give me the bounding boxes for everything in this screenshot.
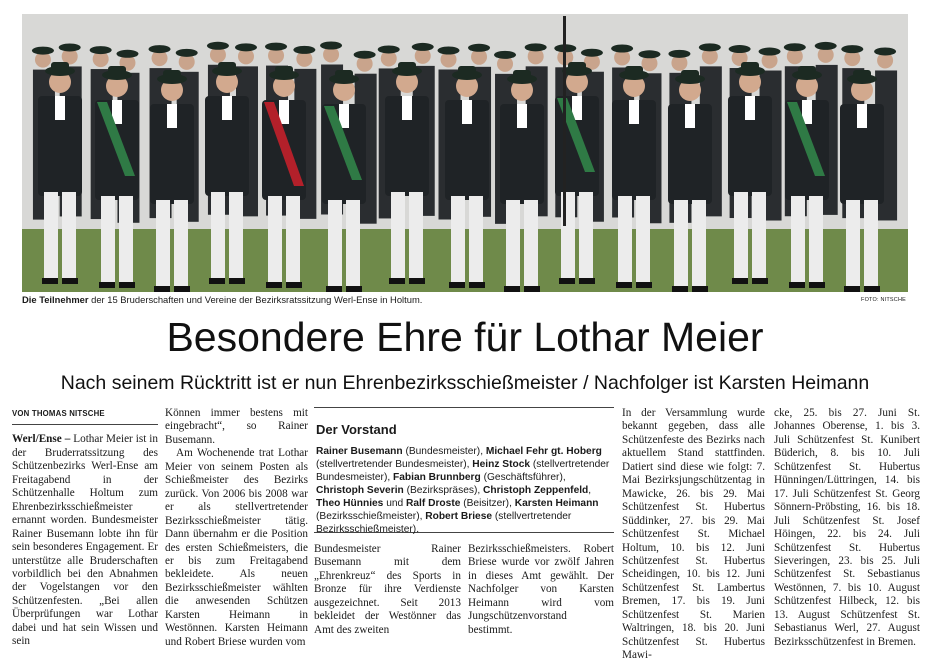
board-info-box: [314, 407, 614, 533]
board-member-name: Christoph Severin: [316, 485, 404, 496]
article-paragraph: Bundesmeister Rainer Busemann mit dem „Ehrenkreuz“ des Sports in Bronze für ihre Verdienste ausgezeichnet. Seit 2013 bekleidet der Westönner das Amt des zweiten: [314, 543, 461, 636]
article-paragraph: [12, 433, 158, 648]
article-column-6: [774, 407, 920, 649]
board-member-role: (Geschäftsführer),: [480, 472, 566, 483]
photo-caption-row: [22, 294, 908, 308]
board-member-name: Robert Briese: [425, 511, 493, 522]
byline: VON THOMAS NITSCHE: [12, 407, 158, 425]
photo-caption-text: der 15 Bruderschaften und Vereine der Bezirksratssitzung Werl-Ense in Holtum.: [88, 294, 423, 305]
article-paragraph: Bezirksschießmeisters. Robert Briese wurde vor zwölf Jahren in dieses Amt gewählt. Der Nachfolger von Karsten Heimann wird vom Jungschützenvorstand bestimmt.: [468, 543, 614, 636]
board-member-role: und: [383, 498, 407, 509]
article-text: Lothar Meier ist in der Bruderratssitzung des Schützenbezirks Werl-Ense am Freitagabend in der Schützenhalle Holtum zum Ehrenbezirksschießmeister ernannt worden. Bundesmeister Rainer Busemann lobte ihn für sein besonderes Engagement. Er unterstütze alle Bruderschaften vorbildlich bei den Abnahmen der Vogelstangen vor den Schützenfesten. „Bei allen Überprüfungen war Lothar dabei und hat sein Wissen und sein: [12, 433, 158, 648]
article-column-3: [314, 543, 461, 637]
board-member-name: Heinz Stock: [472, 459, 531, 470]
group-photo: [22, 14, 908, 292]
board-member-role: (stellvertretender Bezirksschießmeister).: [316, 511, 572, 535]
board-member-role: (Bezirksschießmeister),: [316, 511, 426, 522]
board-member-name: Rainer Busemann: [316, 446, 403, 457]
photo-caption: [22, 294, 422, 305]
dateline: Werl/Ense –: [12, 433, 71, 446]
article-column-1: [12, 407, 158, 649]
photo-caption-lead: Die Teilnehmer: [22, 294, 89, 305]
article-paragraph: cke, 25. bis 27. Juni St. Johannes Oberense, 1. bis 3. Juli Schützenfest St. Kunibert Büderich, 8. bis 10. Juli Schützenfest St. Hubertus Hünningen/Lüttringen, 14. bis 17. Juli Schützenfest St. Georg Sönnern-Pröbsting, 16. bis 18. Juli Schützenfest St. Josef Höingen, 22. bis 24. Juli Schützenfest St. Hubertus Sieveringen, 23. bis 25. Juli Schützenfest St. Sebastianus Westönnen, 7. bis 10. August Schützenfest Hilbeck, 12. bis 13. August Schützenfest St. Sebastianus Werl, 27. August Bezirksschützenfest in Bremen.: [774, 407, 920, 648]
subheadline: Nach seinem Rücktritt ist er nun Ehrenbezirksschießmeister / Nachfolger ist Karsten Heimann: [60, 372, 870, 394]
board-member-role: (Beisitzer),: [460, 498, 515, 509]
article-paragraph: Können immer bestens mit eingebracht“, so Rainer Busemann.: [165, 407, 308, 446]
board-member-role: (Bezirkspräses),: [403, 485, 484, 496]
board-member-name: Theo Hünnies: [316, 498, 384, 509]
board-member-name: Ralf Droste: [406, 498, 461, 509]
article-paragraph: In der Versammlung wurde bekannt gegeben, dass alle Schützenfeste des Bezirks nach aktuellem Stand stattfinden. Datiert sind diese wie folgt: 7. Mai Bezirksjungschützentag in Mawicke, 26. bis 29. Mai Schützenfest St. Hubertus Süddinker, 27. bis 29. Mai Schützenfest St. Michael Holtum, 10. bis 12. Juni Schützenfest St. Hubertus Scheidingen, 10. bis 12. Juni Schützenfest St. Lambertus Bremen, 17. bis 19. Juni Schützenfest St. Marien Waltringen, 18. bis 20. Juni Schützenfest St. Hubertus Mawi-: [622, 407, 765, 662]
board-member-role: (Bundesmeister),: [402, 446, 486, 457]
board-member-name: Michael Fehr gt. Hoberg: [485, 446, 602, 457]
board-member-name: Karsten Heimann: [514, 498, 599, 509]
board-member-name: Christoph Zeppenfeld: [483, 485, 589, 496]
board-member-role: (stellvertretender Bundesmeister),: [316, 459, 473, 470]
article-column-5: [622, 407, 765, 663]
article-column-4: [468, 543, 614, 637]
article-paragraph: Am Wochenende trat Lothar Meier von seinem Posten als Schießmeister des Bezirks zurück. Von 2006 bis 2008 war er als stellvertretender Bezirksschießmeister tätig. Dann übernahm er die Position des ersten Schießmeisters, die er bis zum Freitagabend bekleidete. Als neuen Bezirksschießmeister wählten die anwesenden Schützen Karsten Heimann in Westönnen. Karsten Heimann und Robert Briese wurden vom: [165, 447, 308, 648]
info-box-title: Der Vorstand: [316, 422, 397, 437]
board-member-name: Fabian Brunnberg: [393, 472, 481, 483]
headline: Besondere Ehre für Lothar Meier: [166, 314, 764, 360]
article-column-2: [165, 407, 308, 649]
photo-credit: FOTO: NITSCHE: [861, 297, 906, 303]
info-box-text: [316, 445, 612, 536]
board-member-role: (stellvertretender Bundesmeister),: [316, 459, 610, 483]
group-photo-figures: [22, 14, 908, 292]
board-member-role: ,: [588, 485, 592, 496]
